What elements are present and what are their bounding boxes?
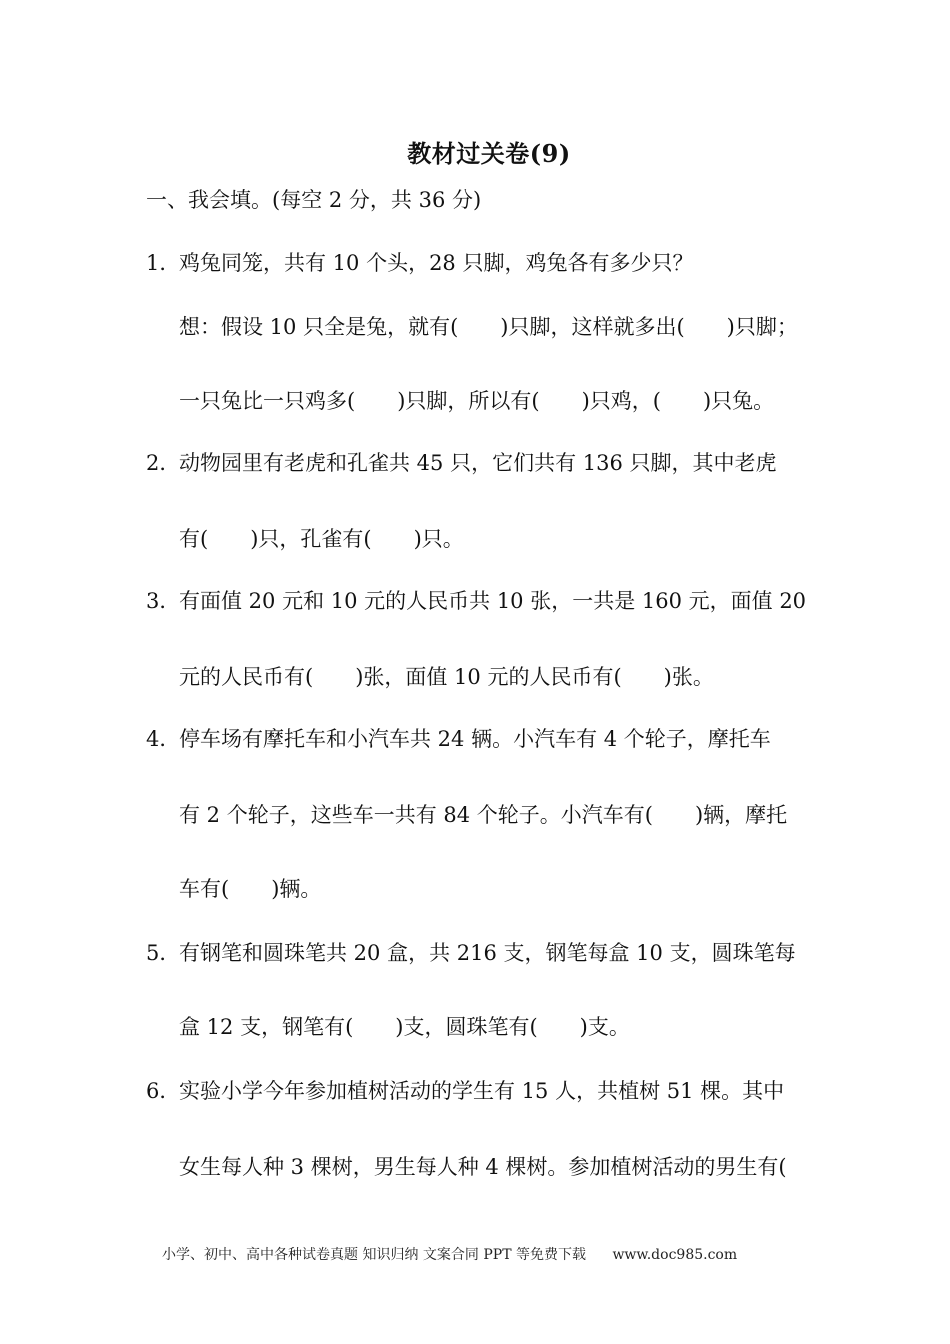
- question-text: 有面值 20 元和 10 元的人民币共 10 张，一共是 160 元，面值 20: [179, 589, 807, 613]
- question-text: 实验小学今年参加植树活动的学生有 15 人，共植树 51 棵。其中: [179, 1079, 785, 1103]
- question-number: 4．: [146, 727, 181, 751]
- question-text: 女生每人种 3 棵树，男生每人种 4 棵树。参加植树活动的男生有(: [179, 1155, 787, 1179]
- page-footer: [162, 1244, 737, 1264]
- question-number: 5．: [146, 941, 181, 965]
- question-text: 鸡兔同笼，共有 10 个头，28 只脚，鸡兔各有多少只？: [179, 251, 694, 275]
- question-text: 停车场有摩托车和小汽车共 24 辆。小汽车有 4 个轮子，摩托车: [179, 727, 771, 751]
- question-text: 动物园里有老虎和孔雀共 45 只，它们共有 136 只脚，其中老虎: [179, 451, 777, 475]
- question-number: 2．: [146, 451, 181, 475]
- footer-text: 小学、初中、高中各种试卷真题 知识归纳 文案合同 PPT 等免费下载: [162, 1247, 586, 1263]
- question-text: 有钢笔和圆珠笔共 20 盒，共 216 支，钢笔每盒 10 支，圆珠笔每: [179, 941, 796, 965]
- page-title: 教材过关卷(9): [407, 139, 571, 168]
- question-number: 1．: [146, 251, 181, 275]
- question-number: 3．: [146, 589, 181, 613]
- question-text: 想：假设 10 只全是兔，就有( )只脚，这样就多出( )只脚；: [179, 315, 798, 339]
- section-heading: 一、我会填。(每空 2 分，共 36 分): [146, 188, 482, 212]
- question-text: 有( )只，孔雀有( )只。: [179, 527, 464, 551]
- question-number: 6．: [146, 1079, 181, 1103]
- footer-url: www.doc985.com: [612, 1247, 738, 1263]
- question-text: 有 2 个轮子，这些车一共有 84 个轮子。小汽车有( )辆，摩托: [179, 803, 788, 827]
- question-text: 车有( )辆。: [179, 877, 322, 901]
- question-text: 元的人民币有( )张，面值 10 元的人民币有( )张。: [179, 665, 714, 689]
- question-text: 一只兔比一只鸡多( )只脚，所以有( )只鸡，( )只兔。: [179, 389, 775, 413]
- question-text: 盒 12 支，钢笔有( )支，圆珠笔有( )支。: [179, 1015, 630, 1039]
